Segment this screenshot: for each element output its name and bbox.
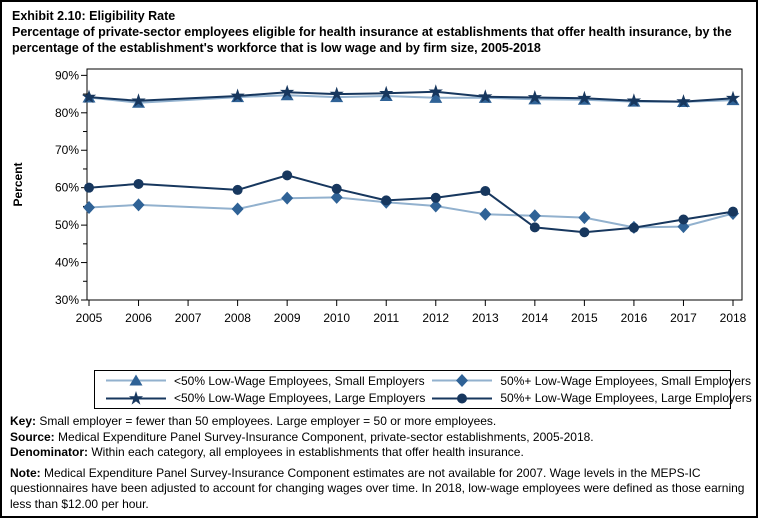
legend bbox=[94, 370, 752, 409]
data-point-marker-diamond bbox=[281, 192, 293, 205]
legend-item bbox=[99, 391, 425, 406]
legend-label: <50% Low-Wage Employees, Small Employers bbox=[174, 373, 425, 388]
y-axis-label: Percent bbox=[11, 162, 25, 207]
legend-swatch-circle bbox=[431, 391, 493, 406]
x-tick-label: 2006 bbox=[125, 311, 152, 325]
x-tick-label: 2005 bbox=[75, 311, 103, 325]
data-point-marker-diamond bbox=[232, 203, 244, 216]
footer-denominator-label: Denominator: bbox=[10, 445, 88, 459]
legend-swatch-diamond bbox=[431, 373, 493, 388]
footer-denominator bbox=[10, 445, 752, 461]
plot-area-border bbox=[87, 69, 742, 300]
footer-key-text: Small employer = fewer than 50 employees. Large employer = 50 or more employees. bbox=[36, 414, 497, 428]
y-tick-label: 80% bbox=[54, 105, 79, 120]
y-tick-label: 60% bbox=[54, 180, 79, 195]
data-point-marker-circle bbox=[629, 223, 639, 233]
footer-source-text: Medical Expenditure Panel Survey-Insurance Component, private-sector establishments, 2005-2018. bbox=[54, 429, 594, 444]
legend-item bbox=[425, 391, 751, 406]
footer-source-label: Source: bbox=[10, 429, 55, 444]
data-point-marker-circle bbox=[678, 215, 688, 225]
x-tick-label: 2018 bbox=[719, 311, 747, 325]
y-tick-label: 90% bbox=[54, 68, 79, 83]
legend-item bbox=[99, 373, 425, 388]
data-point-marker-circle bbox=[579, 227, 589, 237]
data-point-marker-circle bbox=[480, 186, 490, 196]
y-tick-label: 30% bbox=[54, 293, 79, 307]
y-tick-label: 40% bbox=[54, 255, 79, 270]
page-subtitle: Percentage of private-sector employees eligible for health insurance at establishments that offer health insurance, by the percentage of the establishment's workforce that is low wage and by firm size, 2005-2018 bbox=[12, 25, 732, 55]
footer-notes bbox=[10, 414, 752, 512]
y-tick-label: 50% bbox=[54, 218, 79, 233]
footer-note bbox=[10, 466, 752, 513]
data-point-marker-diamond bbox=[133, 198, 145, 211]
line-chart bbox=[2, 2, 758, 347]
series-line bbox=[89, 197, 733, 227]
data-point-marker-circle bbox=[457, 393, 467, 403]
footer-key-label: Key: bbox=[10, 414, 37, 428]
data-point-marker-circle bbox=[530, 222, 540, 232]
legend-swatch-triangle bbox=[105, 373, 167, 388]
data-point-marker-circle bbox=[282, 170, 292, 180]
data-point-marker-circle bbox=[233, 185, 243, 195]
y-tick-label: 70% bbox=[54, 143, 79, 158]
legend-swatch-star bbox=[105, 391, 167, 406]
x-tick-label: 2014 bbox=[521, 311, 549, 325]
data-point-marker-circle bbox=[381, 195, 391, 205]
data-point-marker-diamond bbox=[83, 201, 95, 214]
data-point-marker-diamond bbox=[479, 208, 491, 221]
data-point-marker-diamond bbox=[578, 211, 590, 224]
footer-note-text: Medical Expenditure Panel Survey-Insurance Component estimates are not available for 2007. Wage levels in the MEPS-IC questionnaires have been adjusted to account for changing wages over time. In 2018, low-wage employees were defined as those earning less than $12.00 per hour. bbox=[10, 465, 745, 511]
footer-source bbox=[10, 430, 752, 446]
data-point-marker-diamond bbox=[456, 374, 468, 387]
footer-denominator-text: Within each category, all employees in establishments that offer health insurance. bbox=[88, 445, 524, 459]
data-point-marker-circle bbox=[134, 179, 144, 189]
legend-label: 50%+ Low-Wage Employees, Small Employers bbox=[500, 373, 752, 388]
data-point-marker-circle bbox=[332, 184, 342, 194]
data-point-marker-circle bbox=[431, 193, 441, 203]
page-title: Exhibit 2.10: Eligibility Rate bbox=[12, 9, 176, 23]
x-tick-label: 2017 bbox=[670, 311, 697, 325]
legend-item bbox=[425, 373, 751, 388]
x-tick-label: 2009 bbox=[273, 311, 301, 325]
x-tick-label: 2013 bbox=[471, 311, 499, 325]
legend-label: <50% Low-Wage Employees, Large Employers bbox=[174, 391, 426, 406]
data-point-marker-diamond bbox=[529, 209, 541, 222]
x-tick-label: 2008 bbox=[224, 311, 251, 325]
x-tick-label: 2015 bbox=[571, 311, 598, 325]
data-point-marker-circle bbox=[728, 207, 738, 217]
x-tick-label: 2016 bbox=[620, 311, 648, 325]
x-tick-label: 2007 bbox=[174, 311, 202, 325]
x-tick-label: 2010 bbox=[323, 311, 351, 325]
x-tick-label: 2012 bbox=[422, 311, 450, 325]
data-point-marker-circle bbox=[84, 183, 94, 193]
x-tick-label: 2011 bbox=[373, 311, 400, 325]
footer-key bbox=[10, 414, 752, 430]
footer-note-label: Note: bbox=[10, 465, 41, 480]
legend-label: 50%+ Low-Wage Employees, Large Employers bbox=[500, 391, 752, 406]
